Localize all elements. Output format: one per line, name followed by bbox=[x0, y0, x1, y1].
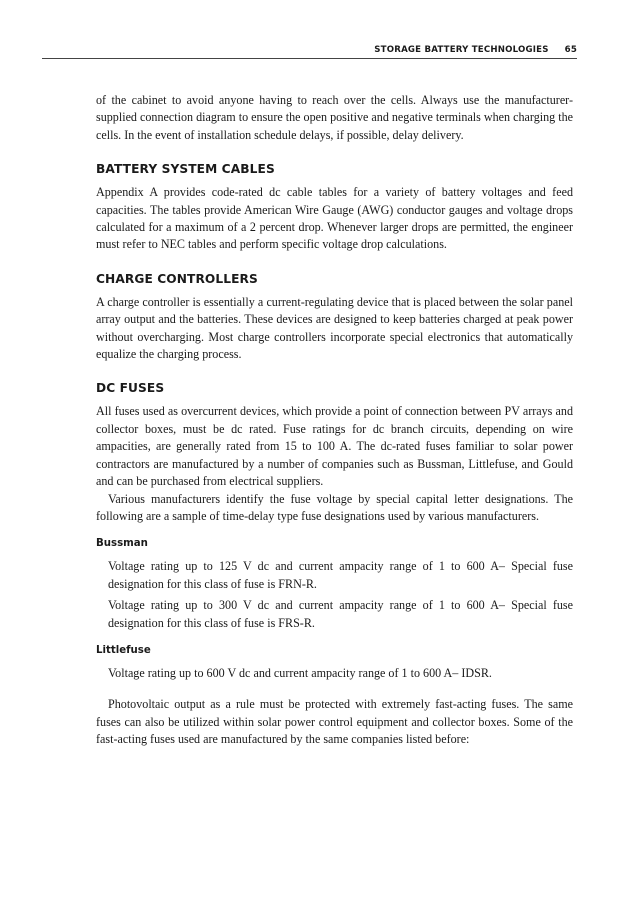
bussman-item-2: Voltage rating up to 300 V dc and current ampacity range of 1 to 600 A– Special fuse designation for this class of fuse is FRS-R. bbox=[108, 598, 573, 630]
page-number: 65 bbox=[564, 45, 577, 55]
dc-fuses-paragraph-2: Various manufacturers identify the fuse voltage by special capital letter designations. The following are a sample of time-delay type fuse designations used by various manufacturers. bbox=[96, 491, 573, 523]
running-header bbox=[42, 44, 577, 59]
battery-cables-paragraph: Appendix A provides code-rated dc cable tables for a variety of battery voltages and feed capacities. The tables provide American Wire Gauge (AWG) conductor gauges and voltage drops calculated for a maximum of a 2 percent drop. Whenever larger drops are permitted, the engineer must refer to NEC tables and perform specific voltage drop calculations. bbox=[96, 185, 573, 252]
intro-paragraph: of the cabinet to avoid anyone having to reach over the cells. Always use the manufacturer-supplied connection diagram to ensure the open positive and negative terminals when charging the cells. In the event of installation schedule delays, if possible, delay delivery. bbox=[96, 93, 574, 142]
dc-fuses-paragraph-1: All fuses used as overcurrent devices, which provide a point of connection between PV arrays and collector boxes, must be dc rated. Fuse ratings for dc branch circuits, depending on wire ampacities, are generally rated from 15 to 100 A. The dc-rated fuses familiar to solar power contractors are manufactured by a number of companies such as Bussman, Littlefuse, and Gould and can be purchased from electrical suppliers. bbox=[96, 404, 573, 489]
heading-battery-system-cables: BATTERY SYSTEM CABLES bbox=[96, 162, 275, 177]
charge-controllers-paragraph: A charge controller is essentially a current-regulating device that is placed between the solar panel array output and the batteries. These devices are designed to keep batteries charged at peak power without overcharging. Most charge controllers incorporate special electronics that automatically equalize the charging process. bbox=[96, 294, 573, 362]
heading-bussman: Bussman bbox=[96, 538, 148, 550]
heading-littlefuse: Littlefuse bbox=[96, 644, 151, 656]
littlefuse-item-1: Voltage rating up to 600 V dc and current ampacity range of 1 to 600 A– IDSR. bbox=[108, 665, 492, 680]
closing-paragraph: Photovoltaic output as a rule must be protected with extremely fast-acting fuses. The same fuses can also be utilized within solar power control equipment and collector boxes. Some of the fast-acting fuses used are manufactured by the same companies listed before: bbox=[96, 697, 573, 747]
bussman-item-1: Voltage rating up to 125 V dc and current ampacity range of 1 to 600 A– Special fuse designation for this class of fuse is FRN-R. bbox=[108, 559, 573, 591]
heading-dc-fuses: DC FUSES bbox=[96, 381, 165, 396]
running-title: STORAGE BATTERY TECHNOLOGIES bbox=[374, 45, 549, 55]
body-text bbox=[96, 92, 573, 749]
heading-charge-controllers: CHARGE CONTROLLERS bbox=[96, 271, 258, 286]
